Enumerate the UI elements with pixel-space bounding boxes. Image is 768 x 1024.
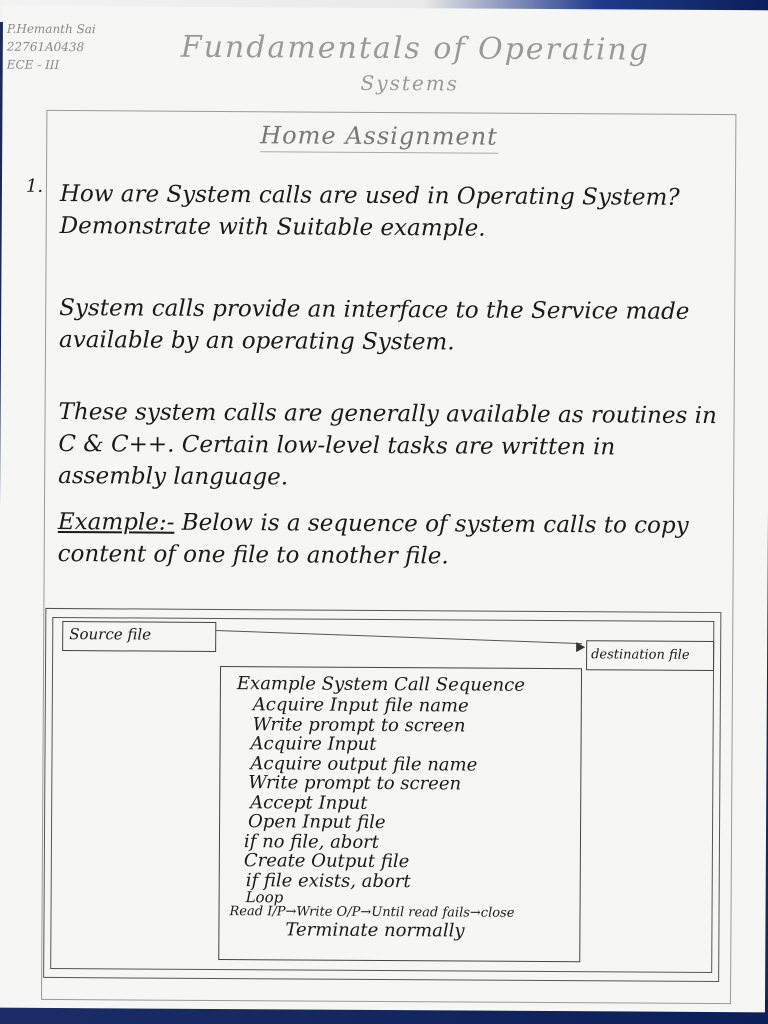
arrow-head-icon [576,642,585,652]
example-paragraph [58,506,728,574]
question-number: 1. [25,175,44,197]
example-label: Example:- [57,509,175,536]
subject-heading [181,31,651,102]
notebook-page [0,6,768,1013]
sequence-step: if file exists, abort [245,869,411,892]
system-call-diagram [43,608,721,982]
sequence-step: Create Output file [243,850,410,873]
student-name: P.Hemanth Sai [6,21,96,37]
student-class: ECE - III [6,57,60,73]
source-file-box: Source file [62,621,216,652]
sequence-step: Acquire Input file name [252,694,469,717]
answer-paragraph-2: These system calls are generally available as routines in C & C++. Certain low-level tasks are written in assembly language. [58,399,717,491]
sequence-step: Write prompt to screen [252,713,466,737]
subject-line-2: Systems [360,70,460,96]
page-title: Home Assignment [260,121,498,153]
question-text: How are System calls are used in Operating System? Demonstrate with Suitable example. [59,181,680,242]
sequence-step: Terminate normally [285,919,465,942]
sequence-step: Acquire Input [250,733,377,755]
sequence-box [218,666,582,962]
sequence-step: Accept Input [250,791,368,814]
sequence-step: Read I/P→Write O/P→Until read fails→close [229,904,515,921]
destination-file-box: destination file [586,640,714,671]
sequence-step: Acquire output file name [250,752,478,776]
student-roll: 22761A0438 [6,39,85,55]
sequence-step: Write prompt to screen [248,772,462,795]
sequence-step: Loop [245,888,284,907]
sequence-title: Example System Call Sequence [236,673,525,696]
sequence-step: Open Input file [248,811,386,834]
example-text: Below is a sequence of system calls to copy content of one file to another file. [57,509,689,570]
sequence-steps [229,695,515,941]
sequence-step: if no file, abort [243,830,380,853]
student-info [7,20,147,75]
subject-line-1: Fundamentals of Operating [180,29,651,68]
answer-paragraph-1: System calls provide an interface to the Service made available by an operating System. [58,295,690,356]
